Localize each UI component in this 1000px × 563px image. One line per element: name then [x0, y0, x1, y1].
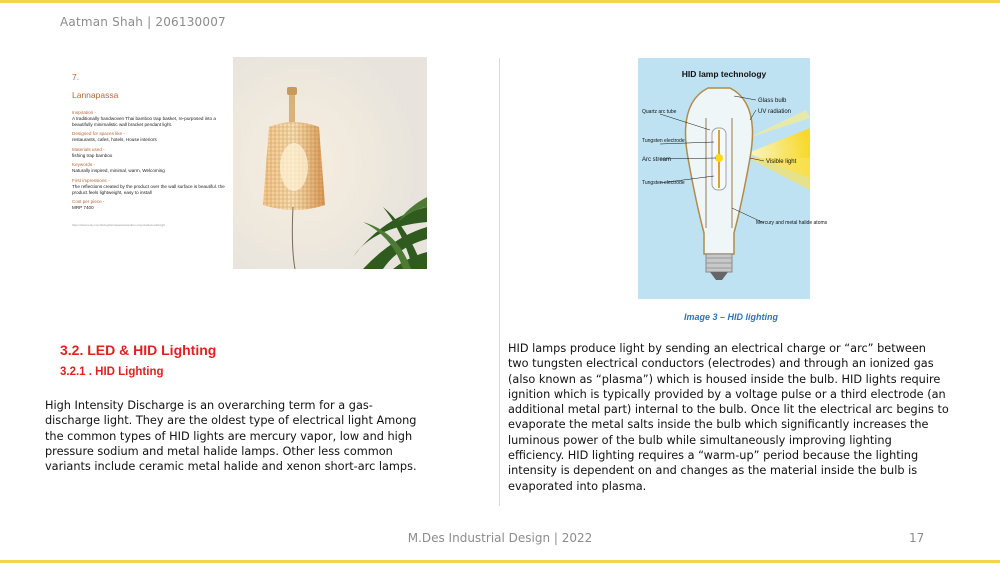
subsection-title: 3.2.1 . HID Lighting — [60, 366, 164, 378]
page-number: 17 — [909, 531, 925, 545]
card-title: Lannapassa — [72, 90, 119, 100]
label-arc-stream: Arc stream — [642, 157, 672, 163]
page-footer: M.Des Industrial Design | 2022 — [407, 531, 593, 545]
card-materials-text: fishing trap bamboo — [72, 152, 113, 158]
card-keywords-text: Naturally inspired, minimal, warm, Welcoming — [72, 168, 165, 174]
hid-lamp-diagram — [638, 58, 828, 299]
image-caption: Image 3 – HID lighting — [683, 312, 778, 322]
product-card — [72, 72, 232, 277]
label-mercury: Mercury and metal halide atoms — [756, 220, 828, 226]
section-title: 3.2. LED & HID Lighting — [60, 342, 217, 358]
card-inspiration-text: A traditionally handwoven Thai bamboo trap basket, re-purposed into a beautifully minimalistic wall bracket pendant light. — [72, 116, 216, 127]
label-visible: Visible light — [766, 159, 797, 165]
label-quartz: Quartz arc tube — [642, 109, 677, 115]
card-impressions-text: The reflections created by the product over the wall surface is beautiful. the product feels lightweight, easy to install — [72, 183, 225, 195]
card-inspiration-label: Inspiration - — [72, 110, 97, 115]
card-spaces-label: Designed for spaces like - — [72, 131, 125, 137]
label-glass-bulb: Glass bulb — [758, 98, 787, 104]
top-accent-bar — [0, 0, 1000, 3]
card-number: 7. — [72, 72, 80, 82]
column-divider — [499, 58, 500, 506]
card-materials-label: Materials used - — [72, 146, 105, 152]
label-tungsten-bottom: Tungsten electrode — [642, 180, 685, 186]
card-url: https://www.etsy.com/listing/lannapassa-bamboo-trap-basket-wall-light — [72, 222, 166, 227]
card-impressions-label: First impressions - — [72, 177, 110, 183]
left-paragraph: High Intensity Discharge is an overarching term for a gas-discharge light. They are the oldest type of electrical light Among the common types of HID lights are mercury vapor, low and high pressure sodium and metal halide lamps. Other less common variants include ceramic metal halide and xenon short-arc lamps. — [45, 399, 417, 474]
label-uv: UV radiation — [758, 109, 792, 115]
label-tungsten-top: Tungsten electrode — [642, 138, 685, 144]
right-paragraph: HID lamps produce light by sending an electrical charge or “arc” between two tungsten electrical conductors (electrodes) and through an ionized gas (also known as “plasma”) which is housed inside the bulb. HID lights require ignition which is typically provided by a voltage pulse or a third electrode (an additional metal part) internal to the bulb. Once lit the electrical arc begins to evaporate the metal salts inside the bulb which significantly increases the luminous power of the bulb while simultaneously improving lighting efficiency. HID lighting requires a “warm-up” period because the lighting intensity is dependent on and changes as the material inside the bulb is evaporated into plasma. — [508, 342, 949, 493]
card-cost-label: Cost per piece - — [72, 199, 105, 205]
page-header: Aatman Shah | 206130007 — [60, 15, 226, 29]
card-cost-text: MRP 7400 — [72, 205, 94, 211]
card-spaces-text: restaurants, cafes, hotels, House interiors — [72, 137, 157, 143]
diagram-title: HID lamp technology — [681, 69, 767, 79]
card-keywords-label: Keywords - — [72, 162, 95, 168]
bamboo-lamp-photo — [233, 57, 427, 269]
